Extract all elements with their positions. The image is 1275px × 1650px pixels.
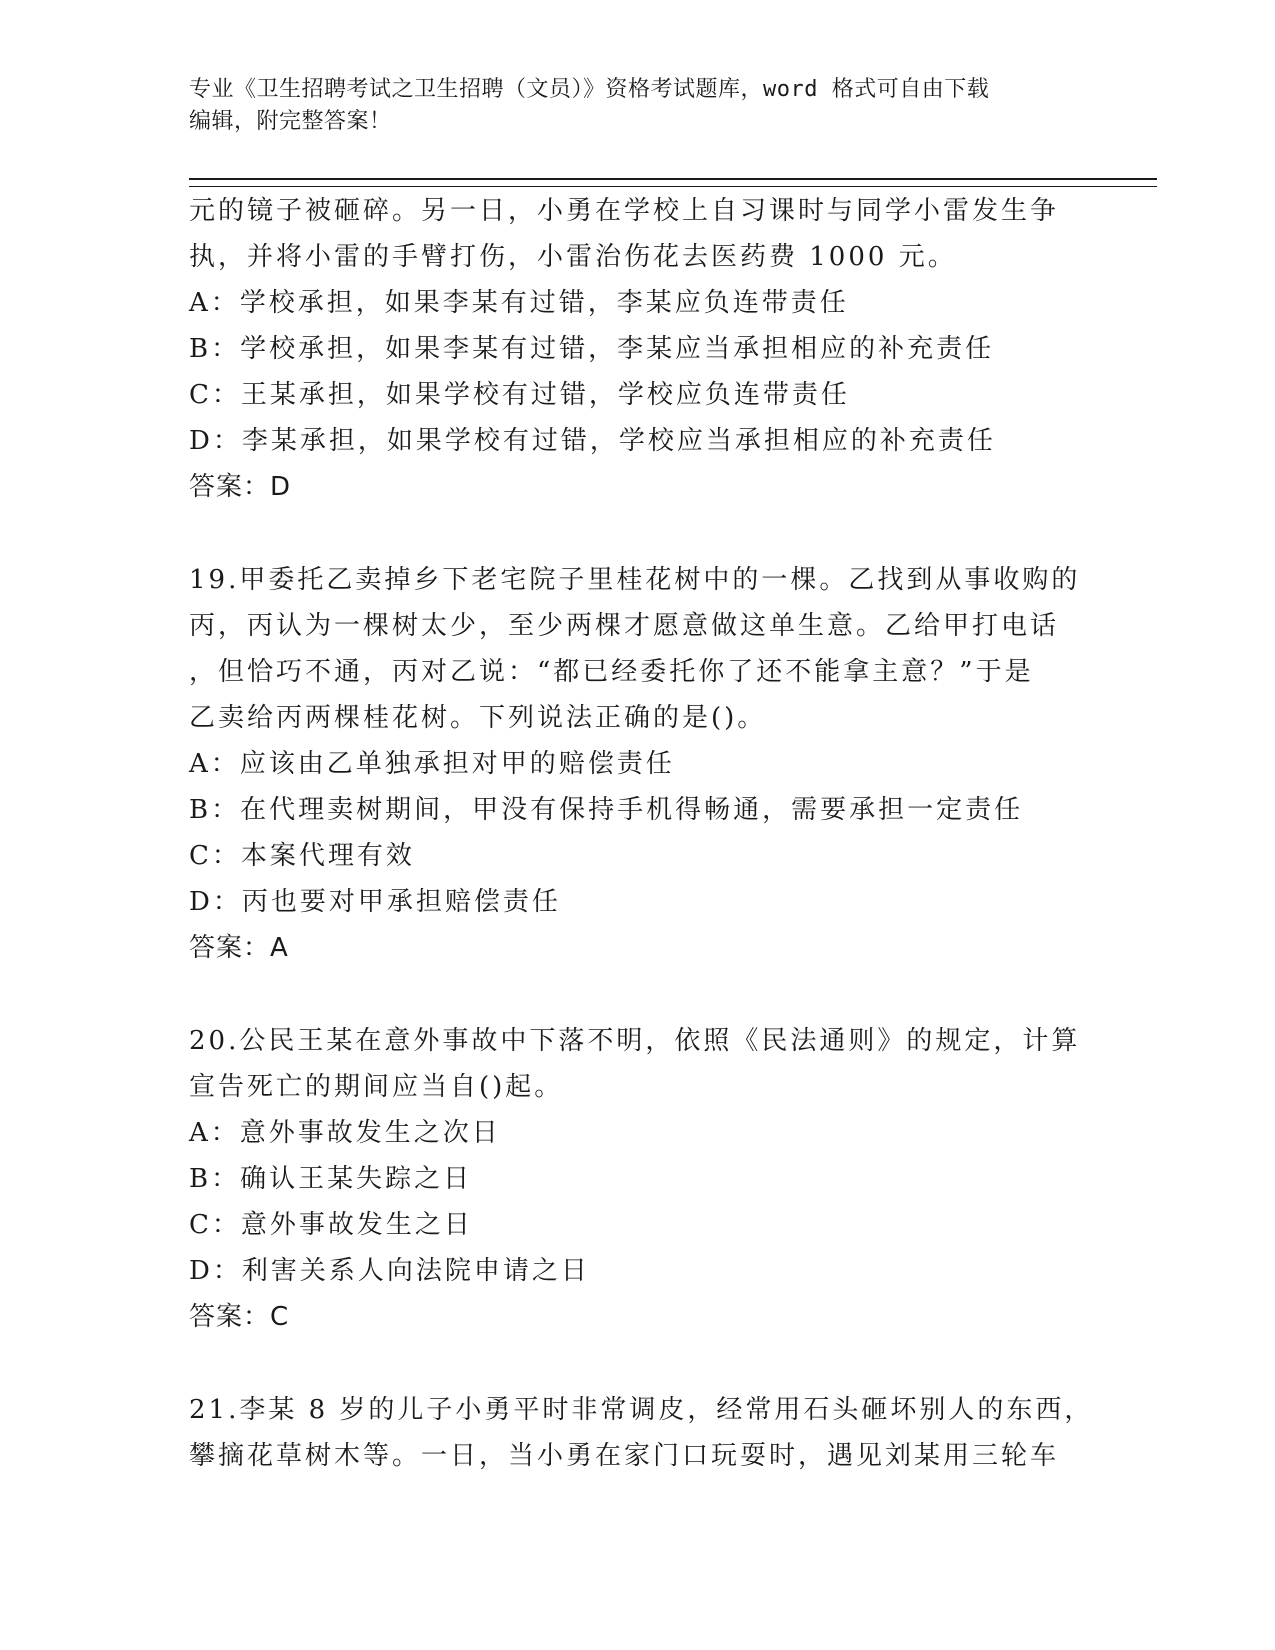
option-c: C：本案代理有效 bbox=[189, 841, 415, 871]
question-text-line: 乙卖给丙两棵桂花树。下列说法正确的是()。 bbox=[189, 703, 767, 733]
option-d: D：李某承担，如果学校有过错，学校应当承担相应的补充责任 bbox=[189, 426, 996, 456]
option-c: C：王某承担，如果学校有过错，学校应负连带责任 bbox=[189, 380, 850, 410]
option-b: B：学校承担，如果李某有过错，李某应当承担相应的补充责任 bbox=[189, 334, 995, 364]
question-text-line: 元的镜子被砸碎。另一日，小勇在学校上自习课时与同学小雷发生争 bbox=[189, 196, 1060, 226]
question-text-line: 20.公民王某在意外事故中下落不明，依照《民法通则》的规定，计算 bbox=[189, 1026, 1081, 1056]
option-d: D：丙也要对甲承担赔偿责任 bbox=[189, 887, 561, 917]
spacer bbox=[189, 1340, 1089, 1387]
question-19 bbox=[189, 557, 1089, 971]
header-line-2: 编辑，附完整答案！ bbox=[189, 109, 392, 134]
question-21 bbox=[189, 1387, 1094, 1479]
answer-line: 答案：A bbox=[189, 933, 289, 963]
option-a: A：学校承担，如果李某有过错，李某应负连带责任 bbox=[189, 288, 849, 318]
option-d: D：利害关系人向法院申请之日 bbox=[189, 1256, 590, 1286]
option-b: B：确认王某失踪之日 bbox=[189, 1164, 473, 1194]
answer-line: 答案：C bbox=[189, 1302, 290, 1332]
option-c: C：意外事故发生之日 bbox=[189, 1210, 473, 1240]
option-a: A：应该由乙单独承担对甲的赔偿责任 bbox=[189, 749, 675, 779]
spacer bbox=[189, 971, 1089, 1018]
question-text-line: 执，并将小雷的手臂打伤，小雷治伤花去医药费 1000 元。 bbox=[189, 242, 957, 272]
question-18-continued bbox=[189, 188, 1089, 510]
question-text-line: ，但恰巧不通，丙对乙说：“都已经委托你了还不能拿主意？”于是 bbox=[189, 657, 1034, 687]
header-line-1: 专业《卫生招聘考试之卫生招聘（文员）》资格考试题库，word 格式可自由下载 bbox=[189, 77, 990, 102]
question-text-line: 19.甲委托乙卖掉乡下老宅院子里桂花树中的一棵。乙找到从事收购的 bbox=[189, 565, 1081, 595]
question-text-line: 丙，丙认为一棵树太少，至少两棵才愿意做这单生意。乙给甲打电话 bbox=[189, 611, 1060, 641]
page-header bbox=[189, 74, 1069, 138]
option-a: A：意外事故发生之次日 bbox=[189, 1118, 501, 1148]
question-text-line: 宣告死亡的期间应当自()起。 bbox=[189, 1072, 564, 1102]
question-20 bbox=[189, 1018, 1089, 1340]
document-body bbox=[189, 188, 1094, 1479]
header-divider bbox=[189, 178, 1157, 187]
question-text-line: 攀摘花草树木等。一日，当小勇在家门口玩耍时，遇见刘某用三轮车 bbox=[189, 1441, 1060, 1471]
option-b: B：在代理卖树期间，甲没有保持手机得畅通，需要承担一定责任 bbox=[189, 795, 1024, 825]
spacer bbox=[189, 510, 1089, 557]
answer-line: 答案：D bbox=[189, 472, 292, 502]
question-text-line: 21.李某 8 岁的儿子小勇平时非常调皮，经常用石头砸坏别人的东西， bbox=[189, 1395, 1094, 1425]
